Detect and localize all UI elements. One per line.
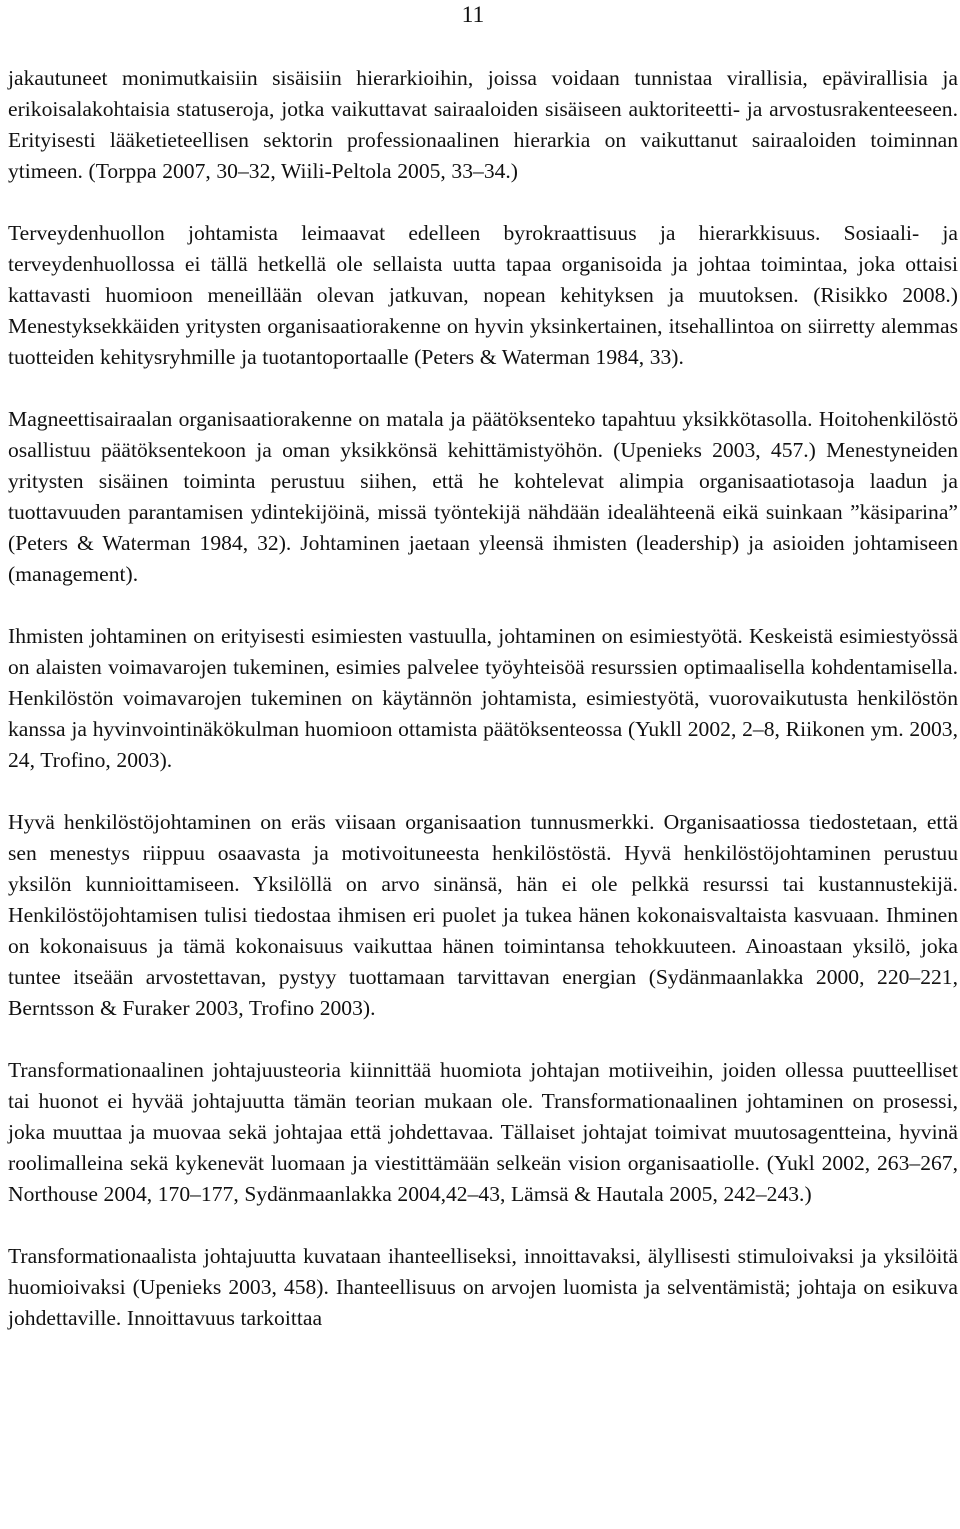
paragraph-magnet-hospital: Magneettisairaalan organisaatiorakenne on matala ja päätöksenteko tapahtuu yksikkötasolla. Hoitohenkilöstö osallistuu päätöksentekoon ja oman yksikkönsä kehittämistyöhön. (Upenieks 2003, 457.) Menestyneiden yritysten sisäinen toiminta perustuu siihen, että he kohtelevat alimpia organisaatiotasoja laadun ja tuottavuuden parantamisen ydintekijöinä, missä työntekijä nähdään idealähteenä eikä suinkaan ”käsiparina” (Peters & Waterman 1984, 32). Johtaminen jaetaan yleensä ihmisten (leadership) ja asioiden johtamiseen (management). bbox=[8, 407, 958, 586]
page-number: 11 bbox=[461, 2, 485, 28]
paragraph-transformational-description: Transformationaalista johtajuutta kuvataan ihanteelliseksi, innoittavaksi, älyllisesti stimuloivaksi ja yksilöitä huomioivaksi (Upenieks 2003, 458). Ihanteellisuus on arvojen luomista ja selventämistä; johtaja on esikuva johdettaville. Innoittavuus tarkoittaa bbox=[8, 1244, 958, 1330]
paragraph-transformational-theory: Transformationaalinen johtajuusteoria kiinnittää huomiota johtajan motiiveihin, joiden ollessa puutteelliset tai huonot ei hyvää johtajuutta tämän teorian mukaan ole. Transformationaalinen johtaminen on prosessi, joka muuttaa ja muovaa sekä johtajaa että johdettavaa. Tällaiset johtajat toimivat muutosagentteina, hyvinä roolimalleina sekä kykenevät luomaan ja viestittämään selkeän vision organisaatiolle. (Yukl 2002, 263–267, Northouse 2004, 170–177, Sydänmaanlakka 2004,42–43, Lämsä & Hautala 2005, 242–243.) bbox=[8, 1058, 958, 1206]
document-body bbox=[8, 63, 958, 1334]
paragraph-health-care-leadership: Terveydenhuollon johtamista leimaavat edelleen byrokraattisuus ja hierarkkisuus. Sosiaali- ja terveydenhuollossa ei tällä hetkellä ole sellaista uutta tapaa organisoida ja johtaa toimintaa, joka ottaisi kattavasti huomioon meneillään olevan jatkuvan, nopean kehityksen ja muutoksen. (Risikko 2008.) Menestyksekkäiden yritysten organisaatiorakenne on hyvin yksinkertainen, itsehallintoa on siirretty alemmas tuotteiden kehitysryhmille ja tuotantoportaalle (Peters & Waterman 1984, 33). bbox=[8, 221, 958, 369]
paragraph-people-management: Ihmisten johtaminen on erityisesti esimiesten vastuulla, johtaminen on esimiestyötä. Keskeistä esimiestyössä on alaisten voimavarojen tukeminen, esimies palvelee työyhteisöä resurssien optimaalisella kohdentamisella. Henkilöstön voimavarojen tukeminen on käytännön johtamista, esimiestyötä, vuorovaikutusta henkilöstön kanssa ja hyvinvointinäkökulman huomioon ottamista päätöksenteossa (Yukll 2002, 2–8, Riikonen ym. 2003, 24, Trofino, 2003). bbox=[8, 624, 958, 772]
paragraph-hierarchies: jakautuneet monimutkaisiin sisäisiin hierarkioihin, joissa voidaan tunnistaa virallisia, epävirallisia ja erikoisalakohtaisia statuseroja, jotka vaikuttavat sairaaloiden sisäiseen auktoriteetti- ja arvostusrakenteeseen. Erityisesti lääketieteellisen sektorin professionaalinen hierarkia on vaikuttanut sairaaloiden toiminnan ytimeen. (Torppa 2007, 30–32, Wiili-Peltola 2005, 33–34.) bbox=[8, 66, 958, 183]
paragraph-hr-management: Hyvä henkilöstöjohtaminen on eräs viisaan organisaation tunnusmerkki. Organisaatiossa tiedostetaan, että sen menestys riippuu osaavasta ja motivoituneesta henkilöstöstä. Hyvä henkilöstöjohtaminen perustuu yksilön kunnioittamiseen. Yksilöllä on arvo sinänsä, hän ei ole pelkkä resurssi tai kustannustekijä. Henkilöstöjohtamisen tulisi tiedostaa ihmisen eri puolet ja tukea hänen kokonaisvaltaista kasvuaan. Ihminen on kokonaisuus ja tämä kokonaisuus vaikuttaa hänen toimintansa tehokkuuteen. Ainoastaan yksilö, joka tuntee itseään arvostettavan, pystyy tuottamaan tarvittavan energian (Sydänmaanlakka 2000, 220–221, Berntsson & Furaker 2003, Trofino 2003). bbox=[8, 810, 958, 1020]
